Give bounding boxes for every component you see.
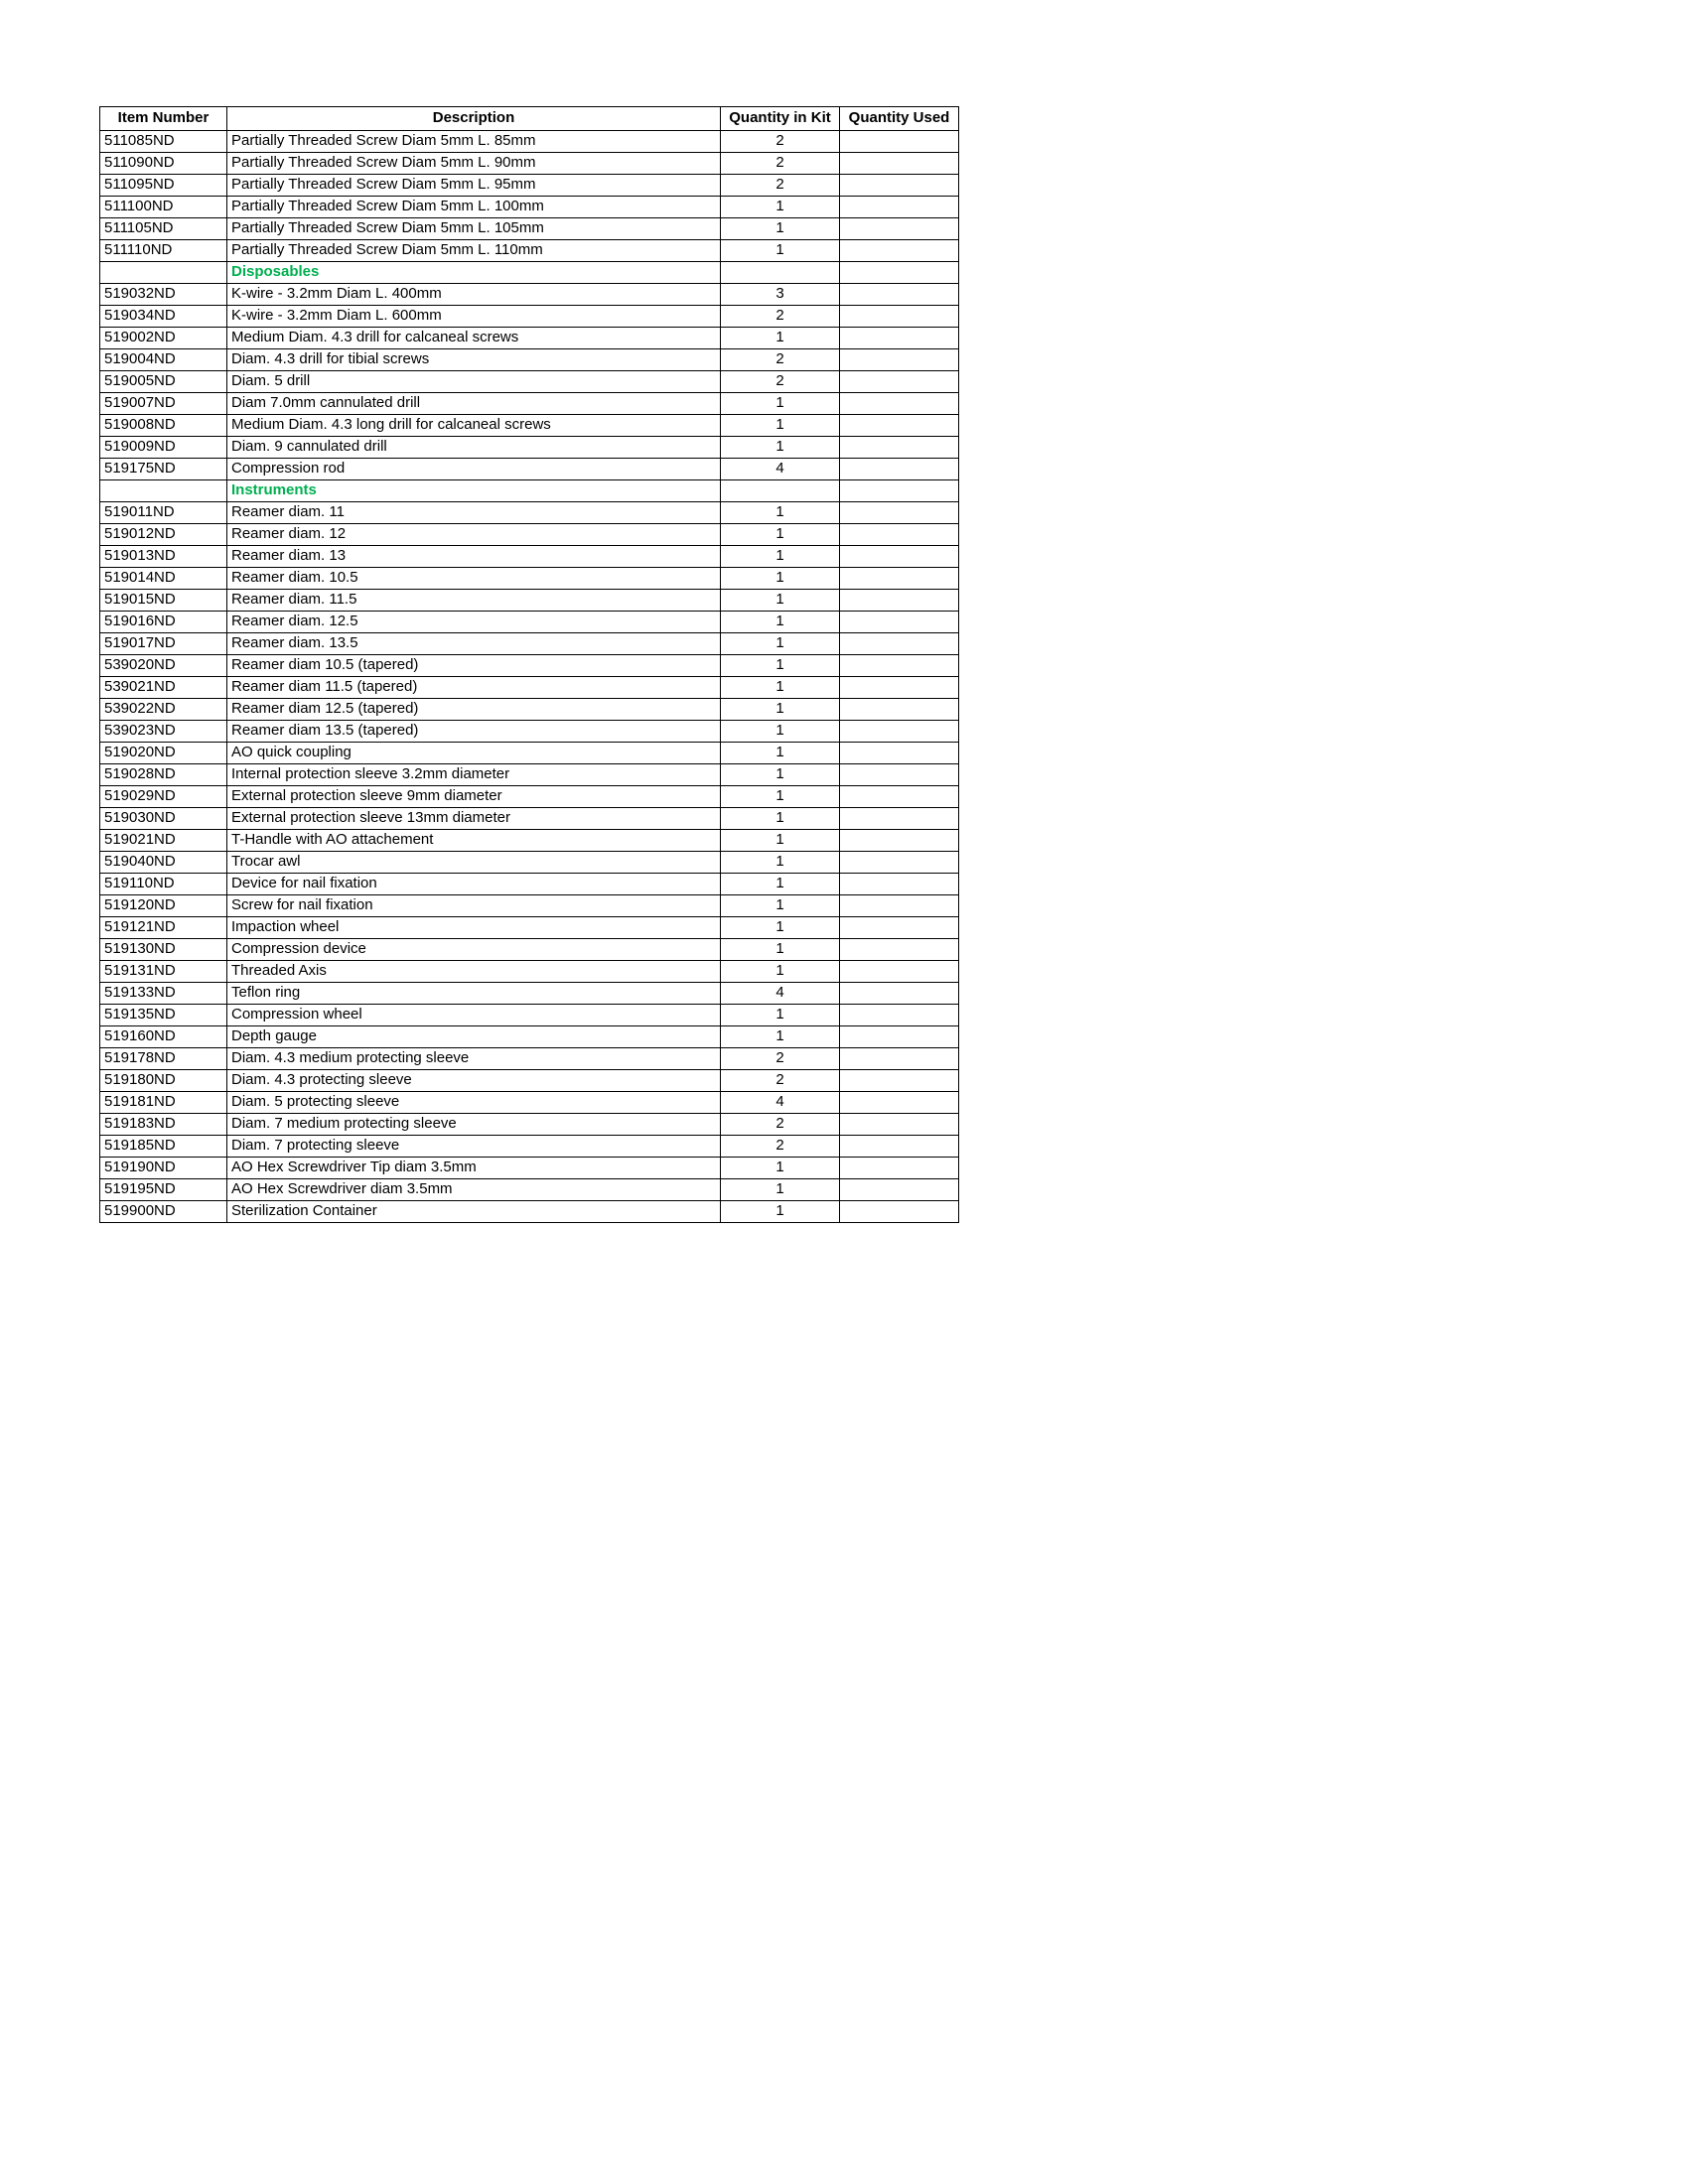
section-label: Disposables (227, 262, 721, 284)
quantity-in-kit-cell (721, 262, 840, 284)
quantity-used-cell (840, 153, 959, 175)
item-row (100, 175, 959, 197)
item-row (100, 328, 959, 349)
quantity-in-kit-cell: 1 (721, 764, 840, 786)
quantity-in-kit-cell: 1 (721, 197, 840, 218)
quantity-used-cell (840, 917, 959, 939)
item-number-cell: 519120ND (100, 895, 227, 917)
description-cell: Compression rod (227, 459, 721, 480)
item-number-cell: 519020ND (100, 743, 227, 764)
quantity-used-cell (840, 830, 959, 852)
item-number-cell: 519014ND (100, 568, 227, 590)
section-label: Instruments (227, 480, 721, 502)
quantity-in-kit-cell: 1 (721, 786, 840, 808)
quantity-in-kit-cell: 1 (721, 546, 840, 568)
quantity-used-cell (840, 1114, 959, 1136)
item-number-cell: 511105ND (100, 218, 227, 240)
quantity-used-cell (840, 502, 959, 524)
description-cell: Partially Threaded Screw Diam 5mm L. 85mm (227, 131, 721, 153)
quantity-in-kit-cell: 3 (721, 284, 840, 306)
description-cell: Diam. 4.3 drill for tibial screws (227, 349, 721, 371)
quantity-used-cell (840, 895, 959, 917)
description-cell: T-Handle with AO attachement (227, 830, 721, 852)
quantity-in-kit-cell: 1 (721, 590, 840, 612)
quantity-used-cell (840, 590, 959, 612)
item-number-cell: 539022ND (100, 699, 227, 721)
description-cell: K-wire - 3.2mm Diam L. 400mm (227, 284, 721, 306)
item-number-cell: 511100ND (100, 197, 227, 218)
item-row (100, 1070, 959, 1092)
description-cell: Reamer diam 11.5 (tapered) (227, 677, 721, 699)
description-cell: Compression device (227, 939, 721, 961)
item-row (100, 349, 959, 371)
item-number-cell: 519195ND (100, 1179, 227, 1201)
item-row (100, 1005, 959, 1026)
item-row (100, 218, 959, 240)
quantity-in-kit-cell: 2 (721, 153, 840, 175)
item-row (100, 437, 959, 459)
description-cell: Depth gauge (227, 1026, 721, 1048)
item-row (100, 524, 959, 546)
item-number-cell: 519004ND (100, 349, 227, 371)
quantity-used-cell (840, 1201, 959, 1223)
item-row (100, 1092, 959, 1114)
item-number-cell: 519002ND (100, 328, 227, 349)
quantity-in-kit-cell: 1 (721, 502, 840, 524)
quantity-used-cell (840, 393, 959, 415)
item-number-cell: 519016ND (100, 612, 227, 633)
quantity-used-cell (840, 480, 959, 502)
description-cell: Reamer diam 10.5 (tapered) (227, 655, 721, 677)
item-row (100, 590, 959, 612)
item-number-cell: 519034ND (100, 306, 227, 328)
item-number-cell: 519160ND (100, 1026, 227, 1048)
item-number-cell: 539023ND (100, 721, 227, 743)
item-row (100, 546, 959, 568)
quantity-used-cell (840, 983, 959, 1005)
item-row (100, 1136, 959, 1158)
item-number-cell: 519017ND (100, 633, 227, 655)
item-number-cell: 539021ND (100, 677, 227, 699)
item-number-cell: 519121ND (100, 917, 227, 939)
quantity-in-kit-cell: 1 (721, 830, 840, 852)
item-number-cell: 519180ND (100, 1070, 227, 1092)
quantity-used-cell (840, 284, 959, 306)
item-row (100, 1026, 959, 1048)
quantity-in-kit-cell: 1 (721, 874, 840, 895)
item-number-cell: 519130ND (100, 939, 227, 961)
quantity-used-cell (840, 1136, 959, 1158)
item-row (100, 153, 959, 175)
quantity-in-kit-cell: 1 (721, 677, 840, 699)
quantity-used-cell (840, 568, 959, 590)
item-row (100, 612, 959, 633)
item-row (100, 459, 959, 480)
description-cell: Medium Diam. 4.3 long drill for calcaneal screws (227, 415, 721, 437)
quantity-used-cell (840, 677, 959, 699)
quantity-used-cell (840, 459, 959, 480)
description-cell: Partially Threaded Screw Diam 5mm L. 110mm (227, 240, 721, 262)
description-cell: Reamer diam. 11 (227, 502, 721, 524)
description-cell: Reamer diam. 13.5 (227, 633, 721, 655)
quantity-in-kit-cell: 1 (721, 939, 840, 961)
item-number-cell: 519032ND (100, 284, 227, 306)
description-cell: Diam. 4.3 medium protecting sleeve (227, 1048, 721, 1070)
quantity-used-cell (840, 371, 959, 393)
quantity-in-kit-cell: 1 (721, 524, 840, 546)
quantity-in-kit-cell: 1 (721, 240, 840, 262)
quantity-used-cell (840, 1158, 959, 1179)
quantity-in-kit-cell: 1 (721, 612, 840, 633)
quantity-used-cell (840, 218, 959, 240)
quantity-in-kit-cell: 1 (721, 328, 840, 349)
item-row (100, 1158, 959, 1179)
item-number-cell: 519030ND (100, 808, 227, 830)
description-cell: Partially Threaded Screw Diam 5mm L. 95mm (227, 175, 721, 197)
quantity-in-kit-cell: 1 (721, 852, 840, 874)
quantity-used-cell (840, 1005, 959, 1026)
item-row (100, 808, 959, 830)
item-number-cell: 511110ND (100, 240, 227, 262)
description-cell: Sterilization Container (227, 1201, 721, 1223)
description-cell: AO Hex Screwdriver diam 3.5mm (227, 1179, 721, 1201)
item-row (100, 1048, 959, 1070)
description-cell: Reamer diam. 11.5 (227, 590, 721, 612)
item-row (100, 240, 959, 262)
quantity-used-cell (840, 349, 959, 371)
document-page (99, 106, 959, 1223)
item-number-cell (100, 262, 227, 284)
description-cell: External protection sleeve 9mm diameter (227, 786, 721, 808)
item-row (100, 743, 959, 764)
description-cell: Medium Diam. 4.3 drill for calcaneal screws (227, 328, 721, 349)
quantity-in-kit-cell: 1 (721, 1158, 840, 1179)
quantity-in-kit-cell: 2 (721, 306, 840, 328)
description-cell: Diam. 9 cannulated drill (227, 437, 721, 459)
quantity-used-cell (840, 131, 959, 153)
description-cell: Internal protection sleeve 3.2mm diameter (227, 764, 721, 786)
description-cell: Reamer diam 13.5 (tapered) (227, 721, 721, 743)
quantity-in-kit-cell: 1 (721, 895, 840, 917)
quantity-used-cell (840, 328, 959, 349)
item-row (100, 1201, 959, 1223)
quantity-in-kit-cell: 1 (721, 1201, 840, 1223)
quantity-in-kit-cell: 1 (721, 1179, 840, 1201)
quantity-in-kit-cell: 4 (721, 1092, 840, 1114)
item-row (100, 1114, 959, 1136)
quantity-used-cell (840, 721, 959, 743)
description-cell: Diam. 7 protecting sleeve (227, 1136, 721, 1158)
quantity-used-cell (840, 939, 959, 961)
item-number-cell: 539020ND (100, 655, 227, 677)
description-cell: Diam. 5 protecting sleeve (227, 1092, 721, 1114)
item-row (100, 983, 959, 1005)
item-row (100, 830, 959, 852)
quantity-in-kit-cell: 4 (721, 983, 840, 1005)
description-cell: AO quick coupling (227, 743, 721, 764)
quantity-in-kit-cell: 1 (721, 655, 840, 677)
quantity-used-cell (840, 743, 959, 764)
quantity-used-cell (840, 437, 959, 459)
item-number-cell: 519011ND (100, 502, 227, 524)
item-number-cell: 519900ND (100, 1201, 227, 1223)
item-number-cell: 519183ND (100, 1114, 227, 1136)
item-row (100, 371, 959, 393)
item-number-cell: 519012ND (100, 524, 227, 546)
item-row (100, 917, 959, 939)
quantity-used-cell (840, 808, 959, 830)
description-cell: Reamer diam. 12 (227, 524, 721, 546)
quantity-used-cell (840, 240, 959, 262)
section-row (100, 480, 959, 502)
item-number-cell: 519175ND (100, 459, 227, 480)
item-row (100, 393, 959, 415)
description-cell: Diam 7.0mm cannulated drill (227, 393, 721, 415)
quantity-in-kit-cell: 1 (721, 1026, 840, 1048)
item-number-cell: 519008ND (100, 415, 227, 437)
quantity-in-kit-cell: 1 (721, 961, 840, 983)
item-row (100, 699, 959, 721)
item-row (100, 677, 959, 699)
quantity-used-cell (840, 699, 959, 721)
description-cell: Reamer diam. 10.5 (227, 568, 721, 590)
quantity-used-cell (840, 175, 959, 197)
quantity-used-cell (840, 633, 959, 655)
item-row (100, 197, 959, 218)
quantity-used-cell (840, 1092, 959, 1114)
description-cell: Device for nail fixation (227, 874, 721, 895)
quantity-used-cell (840, 874, 959, 895)
col-header-quantity-used: Quantity Used (840, 107, 959, 131)
item-number-cell: 519028ND (100, 764, 227, 786)
description-cell: Diam. 4.3 protecting sleeve (227, 1070, 721, 1092)
item-row (100, 764, 959, 786)
description-cell: Diam. 5 drill (227, 371, 721, 393)
quantity-in-kit-cell: 1 (721, 415, 840, 437)
quantity-in-kit-cell: 1 (721, 699, 840, 721)
quantity-used-cell (840, 262, 959, 284)
quantity-in-kit-cell: 1 (721, 743, 840, 764)
description-cell: Trocar awl (227, 852, 721, 874)
description-cell: Threaded Axis (227, 961, 721, 983)
item-row (100, 939, 959, 961)
item-number-cell: 519181ND (100, 1092, 227, 1114)
quantity-used-cell (840, 764, 959, 786)
item-row (100, 655, 959, 677)
description-cell: Partially Threaded Screw Diam 5mm L. 100mm (227, 197, 721, 218)
item-number-cell: 511090ND (100, 153, 227, 175)
quantity-in-kit-cell: 1 (721, 393, 840, 415)
col-header-quantity-in-kit: Quantity in Kit (721, 107, 840, 131)
kit-table (99, 106, 959, 1223)
quantity-in-kit-cell: 4 (721, 459, 840, 480)
description-cell: Impaction wheel (227, 917, 721, 939)
quantity-in-kit-cell: 1 (721, 568, 840, 590)
quantity-in-kit-cell: 1 (721, 218, 840, 240)
header-row (100, 107, 959, 131)
item-row (100, 895, 959, 917)
quantity-used-cell (840, 1070, 959, 1092)
description-cell: Reamer diam. 13 (227, 546, 721, 568)
quantity-used-cell (840, 786, 959, 808)
quantity-in-kit-cell: 2 (721, 349, 840, 371)
item-number-cell: 519015ND (100, 590, 227, 612)
item-number-cell: 511085ND (100, 131, 227, 153)
section-row (100, 262, 959, 284)
item-number-cell: 519131ND (100, 961, 227, 983)
item-number-cell: 519135ND (100, 1005, 227, 1026)
quantity-used-cell (840, 546, 959, 568)
description-cell: Diam. 7 medium protecting sleeve (227, 1114, 721, 1136)
item-number-cell: 519005ND (100, 371, 227, 393)
item-row (100, 852, 959, 874)
item-row (100, 786, 959, 808)
item-number-cell: 519110ND (100, 874, 227, 895)
item-row (100, 874, 959, 895)
quantity-in-kit-cell: 1 (721, 633, 840, 655)
quantity-used-cell (840, 1048, 959, 1070)
item-row (100, 721, 959, 743)
col-header-description: Description (227, 107, 721, 131)
quantity-in-kit-cell: 2 (721, 1136, 840, 1158)
quantity-used-cell (840, 612, 959, 633)
description-cell: Reamer diam 12.5 (tapered) (227, 699, 721, 721)
description-cell: Reamer diam. 12.5 (227, 612, 721, 633)
item-row (100, 568, 959, 590)
description-cell: Partially Threaded Screw Diam 5mm L. 105mm (227, 218, 721, 240)
quantity-in-kit-cell: 2 (721, 1070, 840, 1092)
description-cell: Teflon ring (227, 983, 721, 1005)
item-row (100, 415, 959, 437)
quantity-in-kit-cell: 2 (721, 1048, 840, 1070)
item-row (100, 961, 959, 983)
quantity-in-kit-cell: 2 (721, 131, 840, 153)
quantity-used-cell (840, 961, 959, 983)
item-number-cell: 519185ND (100, 1136, 227, 1158)
item-number-cell: 519029ND (100, 786, 227, 808)
item-number-cell: 519178ND (100, 1048, 227, 1070)
item-row (100, 284, 959, 306)
description-cell: External protection sleeve 13mm diameter (227, 808, 721, 830)
quantity-in-kit-cell (721, 480, 840, 502)
quantity-used-cell (840, 1179, 959, 1201)
quantity-in-kit-cell: 1 (721, 721, 840, 743)
item-row (100, 633, 959, 655)
quantity-used-cell (840, 306, 959, 328)
quantity-in-kit-cell: 2 (721, 371, 840, 393)
description-cell: Screw for nail fixation (227, 895, 721, 917)
quantity-used-cell (840, 655, 959, 677)
item-row (100, 502, 959, 524)
kit-table-body (100, 131, 959, 1223)
item-number-cell: 519007ND (100, 393, 227, 415)
item-number-cell: 519040ND (100, 852, 227, 874)
item-number-cell: 519133ND (100, 983, 227, 1005)
quantity-used-cell (840, 852, 959, 874)
quantity-used-cell (840, 1026, 959, 1048)
quantity-used-cell (840, 524, 959, 546)
quantity-in-kit-cell: 2 (721, 175, 840, 197)
item-number-cell: 519009ND (100, 437, 227, 459)
quantity-used-cell (840, 415, 959, 437)
item-row (100, 131, 959, 153)
description-cell: Partially Threaded Screw Diam 5mm L. 90mm (227, 153, 721, 175)
item-number-cell (100, 480, 227, 502)
quantity-in-kit-cell: 2 (721, 1114, 840, 1136)
item-row (100, 1179, 959, 1201)
item-number-cell: 519190ND (100, 1158, 227, 1179)
quantity-in-kit-cell: 1 (721, 437, 840, 459)
quantity-in-kit-cell: 1 (721, 808, 840, 830)
item-row (100, 306, 959, 328)
description-cell: AO Hex Screwdriver Tip diam 3.5mm (227, 1158, 721, 1179)
item-number-cell: 511095ND (100, 175, 227, 197)
col-header-item-number: Item Number (100, 107, 227, 131)
item-number-cell: 519021ND (100, 830, 227, 852)
quantity-in-kit-cell: 1 (721, 1005, 840, 1026)
quantity-in-kit-cell: 1 (721, 917, 840, 939)
quantity-used-cell (840, 197, 959, 218)
description-cell: K-wire - 3.2mm Diam L. 600mm (227, 306, 721, 328)
description-cell: Compression wheel (227, 1005, 721, 1026)
item-number-cell: 519013ND (100, 546, 227, 568)
